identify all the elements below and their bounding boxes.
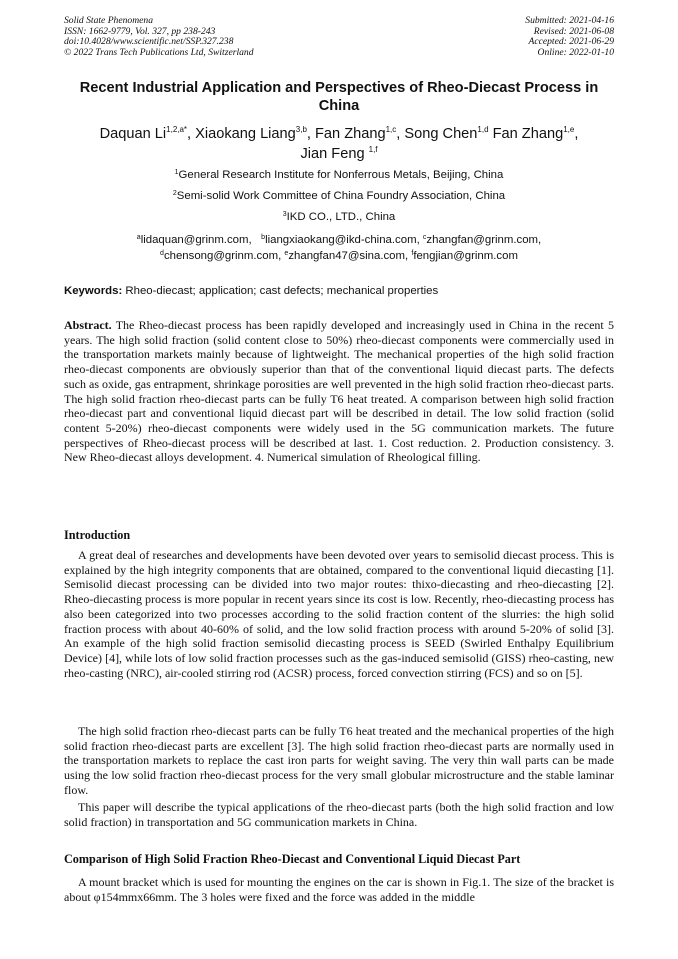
intro-paragraph-3: This paper will describe the typical applications of the rheo-diecast parts (both the high solid fraction and low solid fraction) in transportation and 5G communication markets in China. [64,800,614,829]
abstract-text: The Rheo-diecast process has been rapidly developed and increasingly used in China in the recent 5 years. The high solid fraction (solid content close to 50%) rheo-diecast components were commercially used in the transportation markets mainly because of lightweight. The mechanical properties of the high solid fraction rheo-diecast components are obviously superior than that of the conventional liquid diecast parts. The defects such as oxide, gas entrapment, shrinkage porosities are well prevented in the high solid fraction rheo-diecast parts. The high solid fraction rheo-diecast parts can be fully T6 heat treated. A comparison between high solid fraction rheo-diecast part and conventional liquid diecast part will be described in detail. The low solid fraction (solid content 5-20%) rheo-diecast components were widely used in the 5G communication markets. The future perspectives of Rheo-diecast process will be described at last. 1. Cost reduction. 2. Production consistency. 3. New Rheo-diecast alloys development. 4. Numerical simulation of Rheological filling. [64,318,614,465]
section-heading-introduction: Introduction [64,528,131,542]
affiliation: $^3$IKD CO., LTD., China [282,211,396,223]
publication-dates [525,16,614,58]
date-accepted: Accepted: 2021-06-29 [528,36,614,48]
affiliation: $^1$General Research Institute for Nonferrous Metals, Beijing, China [174,169,504,181]
paper-title: Recent Industrial Application and Perspectives of Rheo-Diecast Process in China [79,80,599,114]
abstract [64,318,614,465]
date-revised: Revised: 2021-06-08 [533,25,614,37]
email: $^a$lidaquan@grinm.com [136,234,249,246]
author: Song Chen$^{1,d}$ [404,125,489,142]
keywords [64,284,614,298]
comparison-paragraph: A mount bracket which is used for mounting the engines on the car is shown in Fig.1. The size of the bracket is about φ154mmx66mm. The 3 holes were fixed and the force was added in the middle [64,875,614,904]
email: $^d$chensong@grinm.com [160,249,279,262]
journal-doi: doi:10.4028/www.scientific.net/SSP.327.238 [64,36,234,48]
date-online: Online: 2022-01-10 [537,46,614,58]
author: Fan Zhang$^{1,e}$ [492,125,575,142]
date-submitted: Submitted: 2021-04-16 [525,15,614,26]
journal-copyright: © 2022 Trans Tech Publications Ltd, Switzerland [64,46,254,58]
abstract-label: Abstract. [64,318,112,332]
journal-info [64,16,254,58]
journal-name: Solid State Phenomena [64,15,153,26]
author: Fan Zhang$^{1,c}$ [315,125,397,142]
intro-paragraph-2: The high solid fraction rheo-diecast parts can be fully T6 heat treated and the mechanical properties of the high solid fraction rheo-diecast parts are excellent [3]. The high solid fraction rheo-diecast parts are normally used in the transportation markets to replace the cast iron parts for weight saving. The very thin wall parts can be made using the low solid fraction rheo-diecast process for the very small globular microstructure and the stable laminar flow. [64,724,614,797]
affiliation: $^2$Semi-solid Work Committee of China Foundry Association, China [172,190,506,202]
email: $^b$liangxiaokang@ikd-china.com [261,234,417,246]
keywords-label: Keywords: [64,285,123,297]
author-list: Daquan $Li^{1,2,a*}$, Xiaokang Liang$^{3,b}$, Fan Zhang$^{1,c}$, Song Chen$^{1,d}$ Fan Zhang$^{1,e}$, Jian Feng $^{1,f}$ [99,125,579,162]
keywords-text: Rheo-diecast; application; cast defects; mechanical properties [125,285,439,297]
email: $^f$fengjian@grinm.com [411,249,518,262]
email: $^e$zhangfan47@sina.com [284,249,406,262]
email: $^c$zhangfan@grinm.com [422,234,539,246]
journal-issn: ISSN: 1662-9779, Vol. 327, pp 238-243 [64,25,216,37]
author: Daquan $Li^{1,2,a*}$ [99,125,188,142]
section-heading-comparison: Comparison of High Solid Fraction Rheo-Diecast and Conventional Liquid Diecast Part [64,852,521,866]
author: Jian Feng $^{1,f}$ [300,145,378,162]
intro-paragraph-1: A great deal of researches and developments have been devoted over years to semisolid diecast process. This is explained by the high integrity components that are obtained, compared to the conventional liquid diecasting [1]. Semisolid diecast processing can be divided into two major routes: thixo-diecasting and rheo-diecasting [2]. Rheo-diecasting process is more popular in recent years since its cost is low. Recently, rheo-diecasting process has also been categorized into two processes according to the solid fraction content of the slurries: the high solid fraction process with about 40-60% of solid, and the low solid fraction process with around 5-20% of solid [3]. An example of the high solid fraction semisolid diecasting process is SEED (Swirled Enthalpy Equilibrium Device) [4], while lots of low solid fraction processes such as the gas-induced semisolid (GISS) rheo-casting, new rheo-casting (NRC), air-cooled stirring rod (ACSR) process, forced convection stirring (FCS) and so on [5]. [64,548,614,680]
author: Xiaokang Liang$^{3,b}$ [195,125,307,142]
author-emails: $^a$lidaquan@grinm.com, $^b$liangxiaokang@ikd-china.com, $^c$zhangfan@grinm.com, $^d$chensong@grinm.com, $^e$zhangfan47@sina.com, $^f$fengjian@grinm.com [136,234,542,262]
